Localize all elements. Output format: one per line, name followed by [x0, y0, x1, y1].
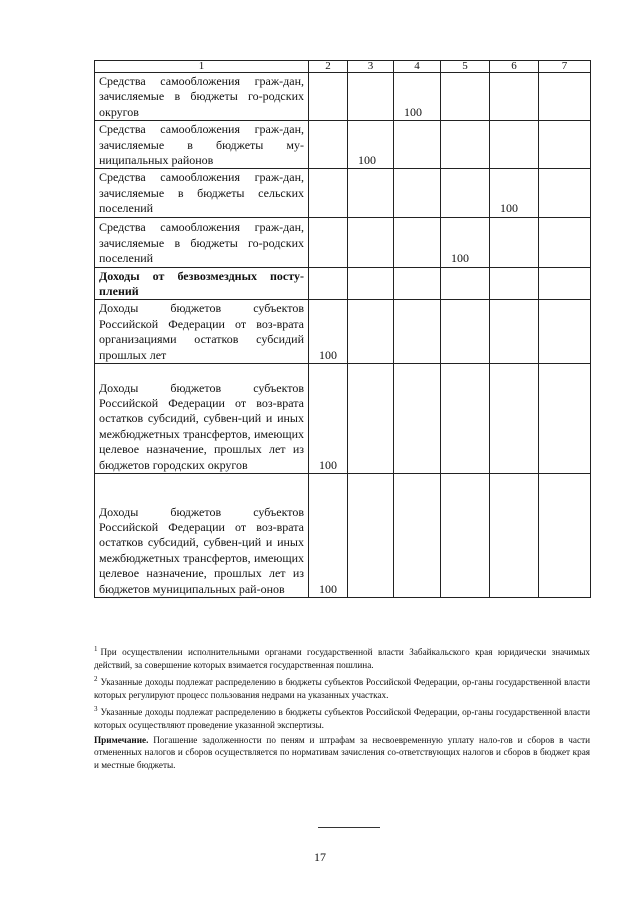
value-cell [539, 364, 591, 474]
footnote-mark: 3 [94, 705, 98, 714]
value-cell [441, 121, 490, 169]
column-header: 2 [309, 61, 348, 73]
value-cell [539, 121, 591, 169]
row-name: Средства самообложения граж-дан, зачисляемые в бюджеты му-ниципальных районов [95, 121, 309, 169]
value-cell [490, 217, 539, 267]
value-cell: 100 [490, 169, 539, 217]
footnote [94, 673, 590, 701]
footnote-mark: 2 [94, 675, 98, 684]
row-name: Доходы бюджетов субъектов Российской Федерации от воз-врата организациями остатков субсидий прошлых лет [95, 300, 309, 364]
value-cell [441, 474, 490, 598]
value-cell [309, 73, 348, 121]
value-cell [539, 73, 591, 121]
table-row [95, 300, 591, 364]
page-number: 17 [314, 850, 326, 864]
column-number-row [95, 61, 591, 73]
value-cell [348, 169, 394, 217]
value-cell [441, 300, 490, 364]
table-row [95, 364, 591, 474]
note-text: Погашение задолженности по пеням и штрафам за несвоевременную уплату нало-гов и сборов в части отмененных налогов и сборов осуществляется по нормативам зачисления со-ответствующих налогов и сборов в бюджет края и местные бюджеты. [94, 734, 591, 770]
budget-distribution-table [94, 60, 591, 598]
value-cell [394, 300, 441, 364]
table-row [95, 73, 591, 121]
note-label: Примечание. [94, 734, 149, 745]
value-cell [490, 267, 539, 300]
table-row [95, 474, 591, 598]
value-cell [490, 121, 539, 169]
value-cell [394, 267, 441, 300]
value-cell [539, 300, 591, 364]
value-cell [348, 364, 394, 474]
value-cell [394, 169, 441, 217]
value-cell [490, 73, 539, 121]
footnote-text: При осуществлении исполнительными органами государственной власти Забайкальского края юридически значимых действий, за совершение которых взимается государственная пошлина. [94, 647, 590, 670]
table-row [95, 267, 591, 300]
row-name: Средства самообложения граж-дан, зачисляемые в бюджеты го-родских округов [95, 73, 309, 121]
value-cell [490, 474, 539, 598]
footnote [94, 703, 590, 731]
value-cell [394, 364, 441, 474]
value-cell [441, 364, 490, 474]
value-cell [348, 267, 394, 300]
value-cell [441, 267, 490, 300]
row-name: Доходы бюджетов субъектов Российской Федерации от воз-врата остатков субсидий, субвен-ций и иных межбюджетных трансфертов, имеющих целевое назначение, прошлых лет из бюджетов муниципальных рай-онов [95, 474, 309, 598]
value-cell [309, 267, 348, 300]
table-row [95, 169, 591, 217]
column-header: 5 [441, 61, 490, 73]
value-cell [309, 169, 348, 217]
value-cell [394, 217, 441, 267]
value-cell [394, 474, 441, 598]
value-cell: 100 [309, 300, 348, 364]
value-cell [309, 121, 348, 169]
divider-line [318, 827, 380, 828]
footnote [94, 643, 590, 671]
row-name: Средства самообложения граж-дан, зачисляемые в бюджеты сельских поселений [95, 169, 309, 217]
column-header: 4 [394, 61, 441, 73]
footnotes-section [94, 643, 590, 773]
value-cell [539, 474, 591, 598]
value-cell: 100 [394, 73, 441, 121]
note [94, 734, 590, 772]
value-cell: 100 [309, 474, 348, 598]
row-name: Доходы бюджетов субъектов Российской Федерации от воз-врата остатков субсидий, субвен-ций и иных межбюджетных трансфертов, имеющих целевое назначение, прошлых лет из бюджетов городских округов [95, 364, 309, 474]
table-row [95, 217, 591, 267]
footnote-text: Указанные доходы подлежат распределению в бюджеты субъектов Российской Федерации, ор-ганы государственной власти которых регулируют процесс пользования недрами на указанных участках. [94, 677, 590, 700]
value-cell [309, 217, 348, 267]
value-cell [348, 217, 394, 267]
value-cell [490, 364, 539, 474]
footnote-text: Указанные доходы подлежат распределению в бюджеты субъектов Российской Федерации, ор-ганы государственной власти которых осуществляют проведение указанной экспертизы. [94, 707, 590, 730]
value-cell [348, 300, 394, 364]
value-cell [348, 474, 394, 598]
value-cell [441, 73, 490, 121]
row-name: Средства самообложения граж-дан, зачисляемые в бюджеты го-родских поселений [95, 217, 309, 267]
value-cell [490, 300, 539, 364]
value-cell [539, 267, 591, 300]
column-header: 3 [348, 61, 394, 73]
row-name: Доходы от безвозмездных посту-плений [95, 267, 309, 300]
column-header: 6 [490, 61, 539, 73]
footnote-mark: 1 [94, 645, 98, 653]
value-cell: 100 [441, 217, 490, 267]
value-cell: 100 [309, 364, 348, 474]
value-cell [539, 169, 591, 217]
value-cell: 100 [348, 121, 394, 169]
column-header: 7 [539, 61, 591, 73]
value-cell [394, 121, 441, 169]
value-cell [539, 217, 591, 267]
table-row [95, 121, 591, 169]
column-header: 1 [95, 61, 309, 73]
value-cell [348, 73, 394, 121]
value-cell [441, 169, 490, 217]
